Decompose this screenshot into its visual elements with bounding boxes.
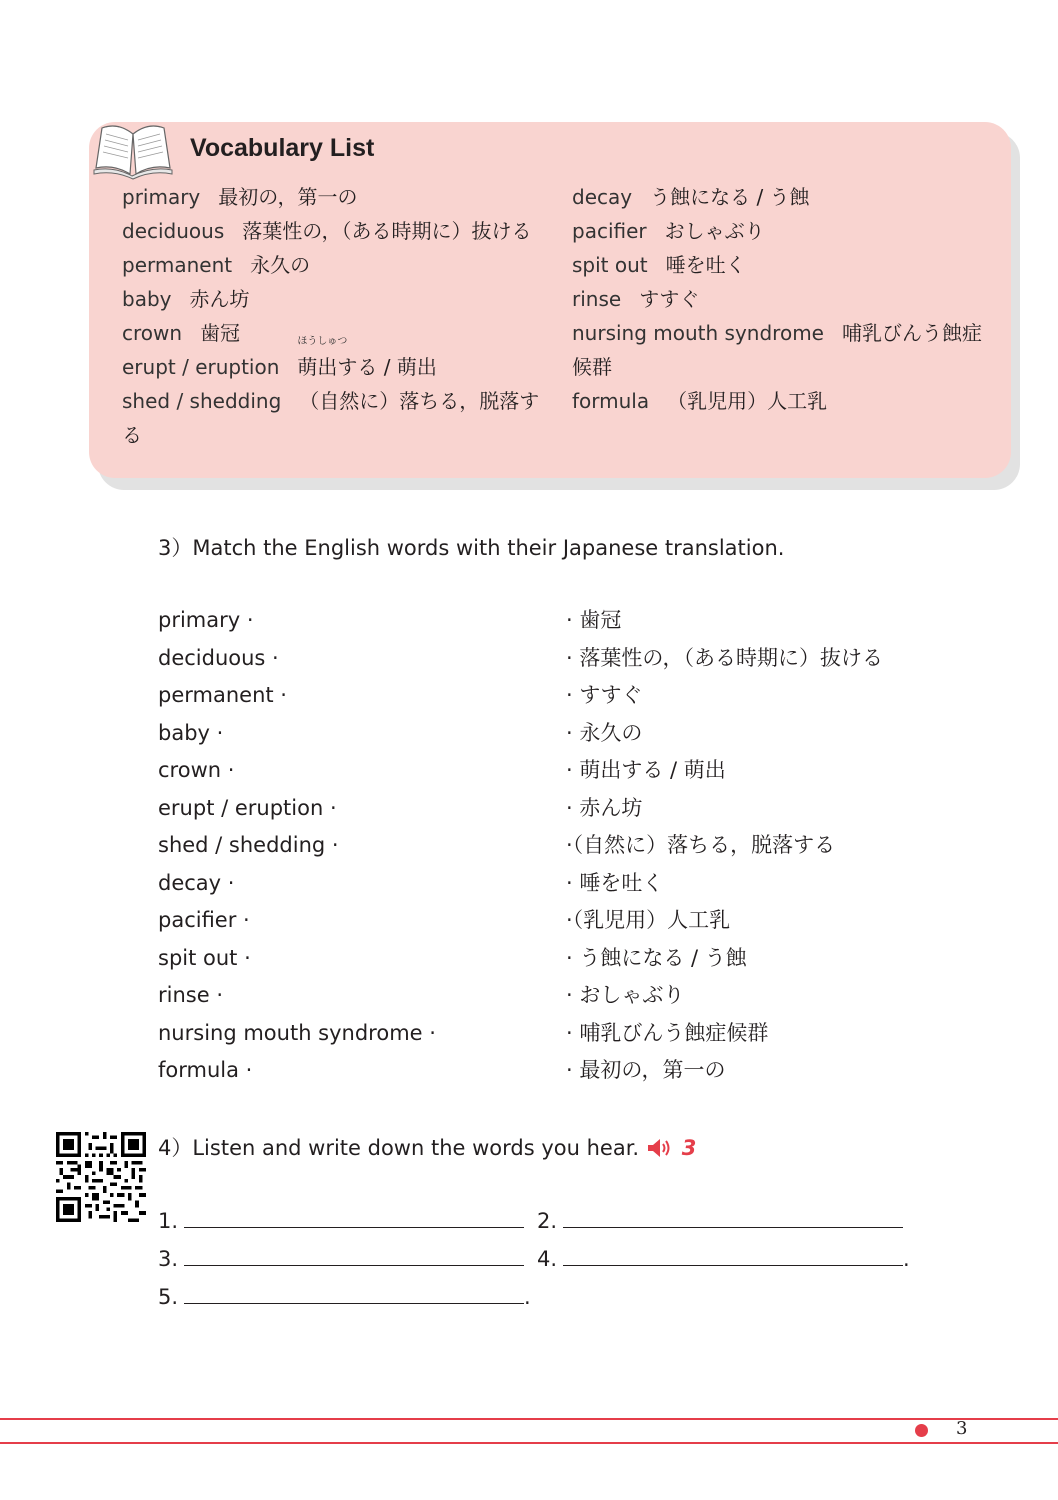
match-japanese-item[interactable]: · 唾を吐く [566, 870, 664, 895]
vocab-en: spit out [572, 253, 648, 277]
qr-code-icon[interactable] [56, 1132, 146, 1222]
vocab-item [122, 336, 542, 384]
match-english-item[interactable]: crown · [158, 758, 235, 782]
vocab-en: nursing mouth syndrome [572, 321, 824, 345]
vocab-item [122, 248, 542, 282]
match-japanese-item[interactable]: · 最初の，第一の [566, 1058, 726, 1082]
vocab-en: formula [572, 389, 650, 413]
answer-line[interactable] [563, 1245, 903, 1266]
vocab-ja: 赤ん坊 [189, 287, 250, 311]
vocab-ja: 歯冠 [200, 321, 241, 345]
speaker-icon[interactable] [647, 1138, 675, 1158]
vocab-en: crown [122, 321, 183, 345]
vocab-ja [297, 336, 437, 379]
match-japanese-item[interactable]: · う蝕になる / う蝕 [566, 945, 747, 970]
blank-label: 5. [158, 1285, 179, 1309]
vocab-ja: う蝕になる / う蝕 [650, 185, 810, 209]
vocab-item [122, 214, 542, 248]
vocab-ja: おしゃぶり [664, 219, 765, 243]
exercise4-instruction [158, 1132, 696, 1162]
vocab-en: permanent [122, 253, 233, 277]
vocab-en: deciduous [122, 219, 225, 243]
answer-line[interactable] [184, 1207, 524, 1228]
vocab-ja: 最初の，第一の [218, 185, 358, 209]
vocab-title: Vocabulary List [190, 134, 375, 162]
vocab-item [122, 180, 542, 214]
match-japanese-item[interactable]: · 萌出する / 萌出 [566, 758, 726, 782]
vocab-en: baby [122, 287, 172, 311]
vocab-item [572, 248, 992, 282]
blank-label: 3. [158, 1247, 179, 1271]
answer-line[interactable] [563, 1207, 903, 1228]
match-english-item[interactable]: nursing mouth syndrome · [158, 1020, 436, 1045]
vocab-right-column [572, 180, 992, 418]
open-book-icon [90, 120, 176, 180]
match-english-item[interactable]: deciduous · [158, 645, 279, 670]
vocab-en: rinse [572, 287, 622, 311]
vocab-item [572, 282, 992, 316]
match-english-item[interactable]: primary · [158, 608, 254, 632]
exercise4-text: 4）Listen and write down the words you hear. [158, 1136, 640, 1160]
vocab-ja: （乳児用）人工乳 [667, 389, 828, 413]
answer-blank-2 [537, 1207, 903, 1233]
footer-dot-icon [915, 1424, 928, 1437]
vocab-en: primary [122, 185, 201, 209]
match-english-item[interactable]: shed / shedding · [158, 833, 339, 857]
blank-label: 2. [537, 1209, 558, 1233]
blank-end: . [524, 1285, 531, 1309]
match-japanese-item[interactable]: · 永久の [566, 720, 643, 745]
answer-line[interactable] [184, 1283, 524, 1304]
vocab-ja: （自然に）落ちる，脱落する [122, 389, 540, 447]
answer-blank-1 [158, 1207, 524, 1233]
match-japanese-item[interactable]: · 赤ん坊 [566, 795, 643, 820]
match-english-item[interactable]: pacifier · [158, 908, 250, 932]
match-english-item[interactable]: erupt / eruption · [158, 795, 337, 820]
answer-blank-5 [158, 1283, 531, 1309]
vocab-ja: 唾を吐く [665, 253, 746, 277]
match-japanese-item[interactable]: · 歯冠 [566, 608, 622, 632]
match-english-item[interactable]: baby · [158, 720, 224, 745]
match-english-item[interactable]: decay · [158, 870, 235, 895]
vocab-item [122, 384, 542, 452]
page-number: 3 [956, 1418, 968, 1439]
match-english-item[interactable]: spit out · [158, 945, 251, 970]
match-japanese-item[interactable]: · すすぐ [566, 683, 643, 707]
blank-label: 4. [537, 1247, 558, 1271]
vocab-item [572, 214, 992, 248]
audio-track-number: 3 [681, 1136, 697, 1160]
ruby-reading: ほうしゅつ [297, 336, 348, 347]
vocab-ja: 永久の [250, 253, 311, 277]
match-japanese-item[interactable]: ·（乳児用）人工乳 [566, 908, 731, 932]
vocab-ja-rest: する / 萌出 [337, 355, 437, 379]
blank-end: . [903, 1247, 910, 1271]
match-japanese-item[interactable]: · 哺乳びんう蝕症候群 [566, 1020, 769, 1045]
match-english-item[interactable]: rinse · [158, 983, 223, 1007]
match-english-item[interactable]: permanent · [158, 683, 287, 707]
vocab-item [572, 180, 992, 214]
vocab-ja: 哺乳びんう蝕症候群 [572, 321, 982, 379]
answer-blank-4 [537, 1245, 910, 1271]
match-japanese-item[interactable]: · 落葉性の，（ある時期に）抜ける [566, 645, 884, 670]
ruby-word [297, 336, 348, 384]
footer-rule-bottom [0, 1442, 1058, 1444]
vocab-en: shed / shedding [122, 389, 282, 413]
match-english-column [158, 602, 436, 1090]
vocab-ja: 落葉性の，（ある時期に）抜ける [242, 219, 532, 243]
vocab-en: decay [572, 185, 633, 209]
exercise3-instruction: 3）Match the English words with their Japanese translation. [158, 536, 785, 560]
vocab-ja: すすぐ [639, 287, 700, 311]
answer-blank-3 [158, 1245, 524, 1271]
vocab-en: erupt / eruption [122, 355, 280, 379]
vocab-item [572, 384, 992, 418]
match-japanese-item[interactable]: ·（自然に）落ちる，脱落する [566, 833, 836, 857]
vocab-left-column [122, 180, 542, 452]
ruby-base: 萌出 [297, 355, 338, 379]
answer-line[interactable] [184, 1245, 524, 1266]
vocab-item [572, 316, 992, 384]
match-english-item[interactable]: formula · [158, 1058, 253, 1082]
match-japanese-item[interactable]: · おしゃぶり [566, 983, 685, 1007]
match-japanese-column [566, 602, 883, 1090]
footer-rule-top [0, 1418, 1058, 1420]
blank-label: 1. [158, 1209, 179, 1233]
vocab-en: pacifier [572, 219, 647, 243]
vocab-item [122, 282, 542, 316]
